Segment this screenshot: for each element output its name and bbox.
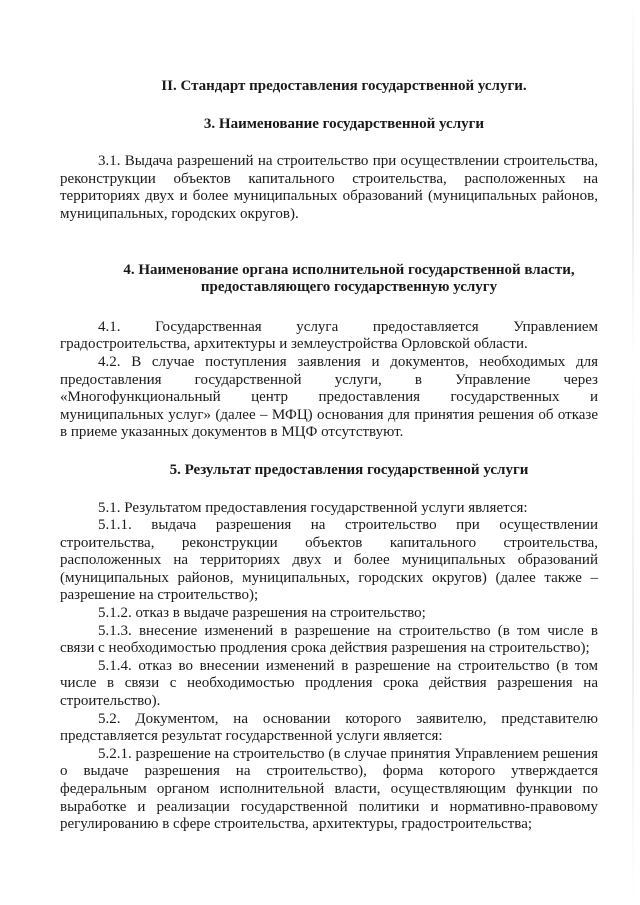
paragraph-5-1-3: 5.1.3. внесение изменений в разрешение на строительство (в том числе в связи с необходимостью продления срока действия разрешения на строительство);: [60, 622, 598, 657]
paragraph-5-1-1: 5.1.1. выдача разрешения на строительство при осуществлении строительства, реконструкции объектов капитального строительства, расположенных на территориях двух и более муниципальных образований (муниципальных районов, муниципальных, городских округов) (далее также – разрешение на строительство);: [60, 517, 598, 604]
paragraph-4-2: 4.2. В случае поступления заявления и документов, необходимых для предоставления государственной услуги, в Управление через «Многофункциональный центр предоставления государственных и муниципальных услуг» (далее – МФЦ) основания для принятия решения об отказе в приеме указанных документов в МЦФ отсутствуют.: [60, 353, 598, 441]
paragraph-5-1-4: 5.1.4. отказ во внесении изменений в разрешение на строительство (в том числе в связи с необходимостью продления срока действия разрешения на строительство).: [60, 657, 598, 710]
paragraph-4-1: 4.1. Государственная услуга предоставляется Управлением градостроительства, архитектуры и землеустройства Орловской области.: [60, 318, 598, 353]
scan-edge-shadow: [632, 0, 634, 905]
paragraph-5-2-1: 5.2.1. разрешение на строительство (в случае принятия Управлением решения о выдаче разрешения на строительство), форма которого утверждается федеральным органом исполнительной власти, осуществляющим функции по выработке и реализации государственной политики и нормативно-правовому регулированию в сфере строительства, архитектуры, градостроительства;: [60, 745, 598, 833]
paragraph-5-2: 5.2. Документом, на основании которого заявителю, представителю представляется результат государственной услуги является:: [60, 710, 598, 745]
subsection-5-heading: 5. Результат предоставления государственной услуги: [169, 461, 529, 478]
subsection-3-heading: 3. Наименование государственной услуги: [203, 115, 485, 132]
subsection-4-heading-line1: 4. Наименование органа исполнительной государственной власти,: [123, 261, 575, 278]
subsection-4-heading-line2: предоставляющего государственную услугу: [200, 279, 498, 296]
subsection-4-heading: [60, 262, 598, 297]
section-title: II. Стандарт предоставления государственной услуги.: [161, 78, 527, 94]
paragraph-3-1: 3.1. Выдача разрешений на строительство при осуществлении строительства, реконструкции объектов капитального строительства, расположенных на территориях двух и более муниципальных образований (муниципальных районов, муниципальных, городских округов).: [60, 153, 598, 222]
paragraph-5-1: 5.1. Результатом предоставления государственной услуги является:: [98, 499, 528, 516]
paragraph-5-1-2: 5.1.2. отказ в выдаче разрешения на строительство;: [98, 605, 426, 622]
